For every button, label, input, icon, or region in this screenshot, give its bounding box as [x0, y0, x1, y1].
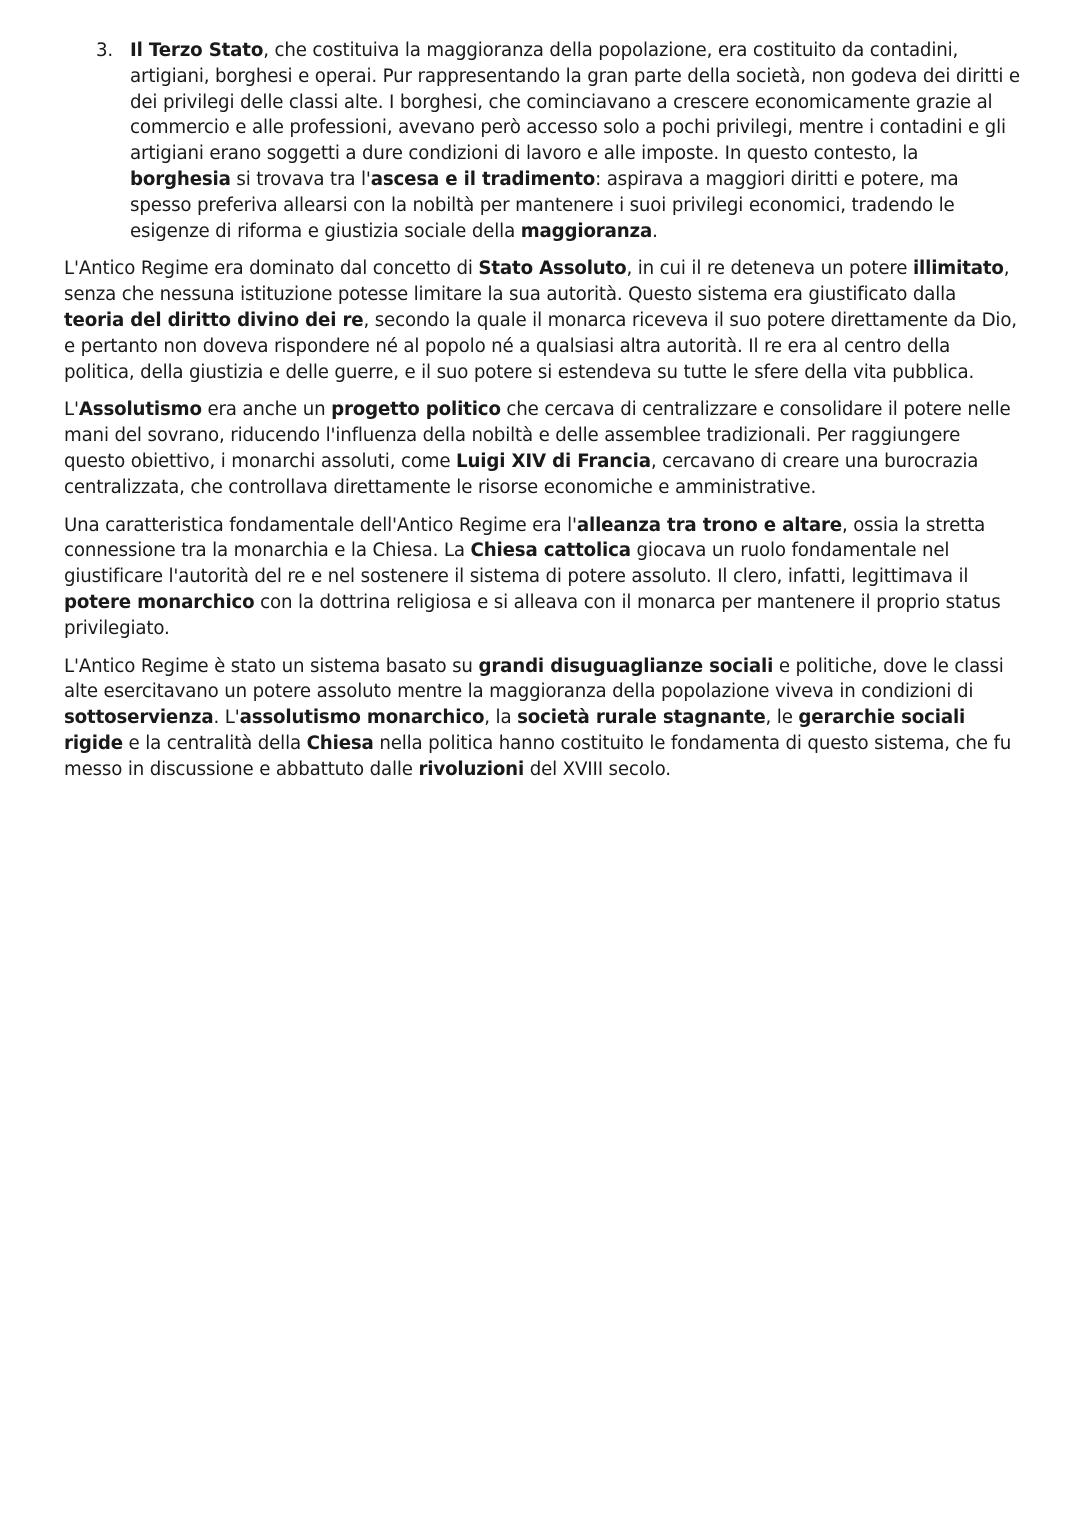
- text-run: L'Antico Regime è stato un sistema basato su: [64, 655, 479, 677]
- bold-term: Stato Assoluto: [478, 258, 627, 280]
- bold-term: teoria del diritto divino dei re: [64, 309, 364, 331]
- document-page: [64, 38, 1020, 795]
- text-run: .: [652, 220, 658, 242]
- paragraph-conclusione: [64, 654, 1020, 783]
- bold-term: Assolutismo: [78, 399, 202, 421]
- text-run: L': [64, 399, 79, 421]
- bold-term: maggioranza: [520, 220, 653, 242]
- text-run: con la dottrina religiosa e si alleava con il monarca per mantenere il proprio status privilegiato.: [64, 591, 1001, 639]
- paragraph-stato-assoluto: [64, 256, 1020, 385]
- text-run: , cercavano di creare una burocrazia centralizzata, che controllava direttamente le risorse economiche e amministrative.: [64, 450, 979, 498]
- list-item-text: [130, 38, 1020, 244]
- text-run: nella politica hanno costituito le fondamenta di questo sistema, che fu messo in discussione e abbattuto dalle: [64, 732, 1012, 780]
- text-run: , la: [484, 707, 518, 729]
- text-run: . L': [213, 707, 240, 729]
- text-run: e politiche, dove le classi alte esercitavano un potere assoluto mentre la maggioranza della popolazione viveva in condizioni di: [64, 655, 1004, 703]
- text-run: giocava un ruolo fondamentale nel giustificare l'autorità del re e nel sostenere il sistema di potere assoluto. Il clero, infatti, legittimava il: [64, 540, 969, 588]
- bold-term: borghesia: [130, 168, 231, 190]
- text-run: , le: [765, 707, 799, 729]
- bold-term: gerarchie sociali rigide: [64, 707, 966, 754]
- bold-term: ascesa e il tradimento: [370, 168, 596, 190]
- text-run: e la centralità della: [122, 732, 307, 754]
- text-run: , secondo la quale il monarca riceveva il suo potere direttamente da Dio, e pertanto non doveva rispondere né al popolo né a qualsiasi altra autorità. Il re era al centro della politica, della giustizia e delle guerre, e il suo potere si estendeva su tutte le sfere della vita pubblica.: [64, 309, 1017, 383]
- bold-term: alleanza tra trono e altare: [576, 514, 842, 536]
- list-item-terzo-stato: [64, 38, 1020, 244]
- bold-term: Il Terzo Stato: [130, 40, 264, 61]
- text-run: , in cui il re deteneva un potere: [626, 258, 913, 280]
- paragraph-assolutismo: [64, 397, 1020, 500]
- bold-term: Chiesa cattolica: [470, 540, 631, 562]
- text-run: era anche un: [201, 399, 332, 421]
- bold-term: rivoluzioni: [418, 758, 525, 780]
- text-run: : aspirava a maggiori diritti e potere, ma spesso preferiva allearsi con la nobiltà per mantenere i suoi privilegi economici, tradendo le esigenze di riforma e giustizia sociale della: [130, 168, 959, 242]
- text-run: , senza che nessuna istituzione potesse limitare la sua autorità. Questo sistema era giustificato dalla: [64, 258, 1010, 306]
- bold-term: potere monarchico: [64, 591, 255, 613]
- text-run: L'Antico Regime era dominato dal concetto di: [64, 258, 479, 280]
- bold-term: progetto politico: [331, 399, 501, 421]
- text-run: Una caratteristica fondamentale dell'Antico Regime era l': [64, 514, 577, 536]
- bold-term: sottoservienza: [64, 707, 214, 729]
- text-run: , che costituiva la maggioranza della popolazione, era costituito da contadini, artigiani, borghesi e operai. Pur rappresentando la gran parte della società, non godeva dei diritti e dei privilegi delle classi alte. I borghesi, che cominciavano a crescere economicamente grazie al commercio e alle professioni, avevano però accesso solo a pochi privilegi, mentre i contadini e gli artigiani erano soggetti a dure condizioni di lavoro e alle imposte. In questo contesto, la: [130, 40, 1020, 165]
- text-run: che cercava di centralizzare e consolidare il potere nelle mani del sovrano, riducendo l'influenza della nobiltà e delle assemblee tradizionali. Per raggiungere questo obiettivo, i monarchi assoluti, come: [64, 399, 1011, 472]
- text-run: del XVIII secolo.: [524, 758, 671, 780]
- bold-term: assolutismo monarchico: [239, 707, 485, 729]
- bold-term: illimitato: [912, 258, 1004, 280]
- bold-term: Luigi XIV di Francia: [456, 450, 651, 472]
- text-run: si trovava tra l': [230, 168, 371, 190]
- text-run: , ossia la stretta connessione tra la monarchia e la Chiesa. La: [64, 514, 986, 562]
- bold-term: società rurale stagnante: [517, 707, 766, 729]
- paragraph-trono-altare: [64, 513, 1020, 642]
- bold-term: grandi disuguaglianze sociali: [478, 655, 774, 677]
- bold-term: Chiesa: [306, 732, 374, 754]
- list-number: 3.: [96, 40, 114, 61]
